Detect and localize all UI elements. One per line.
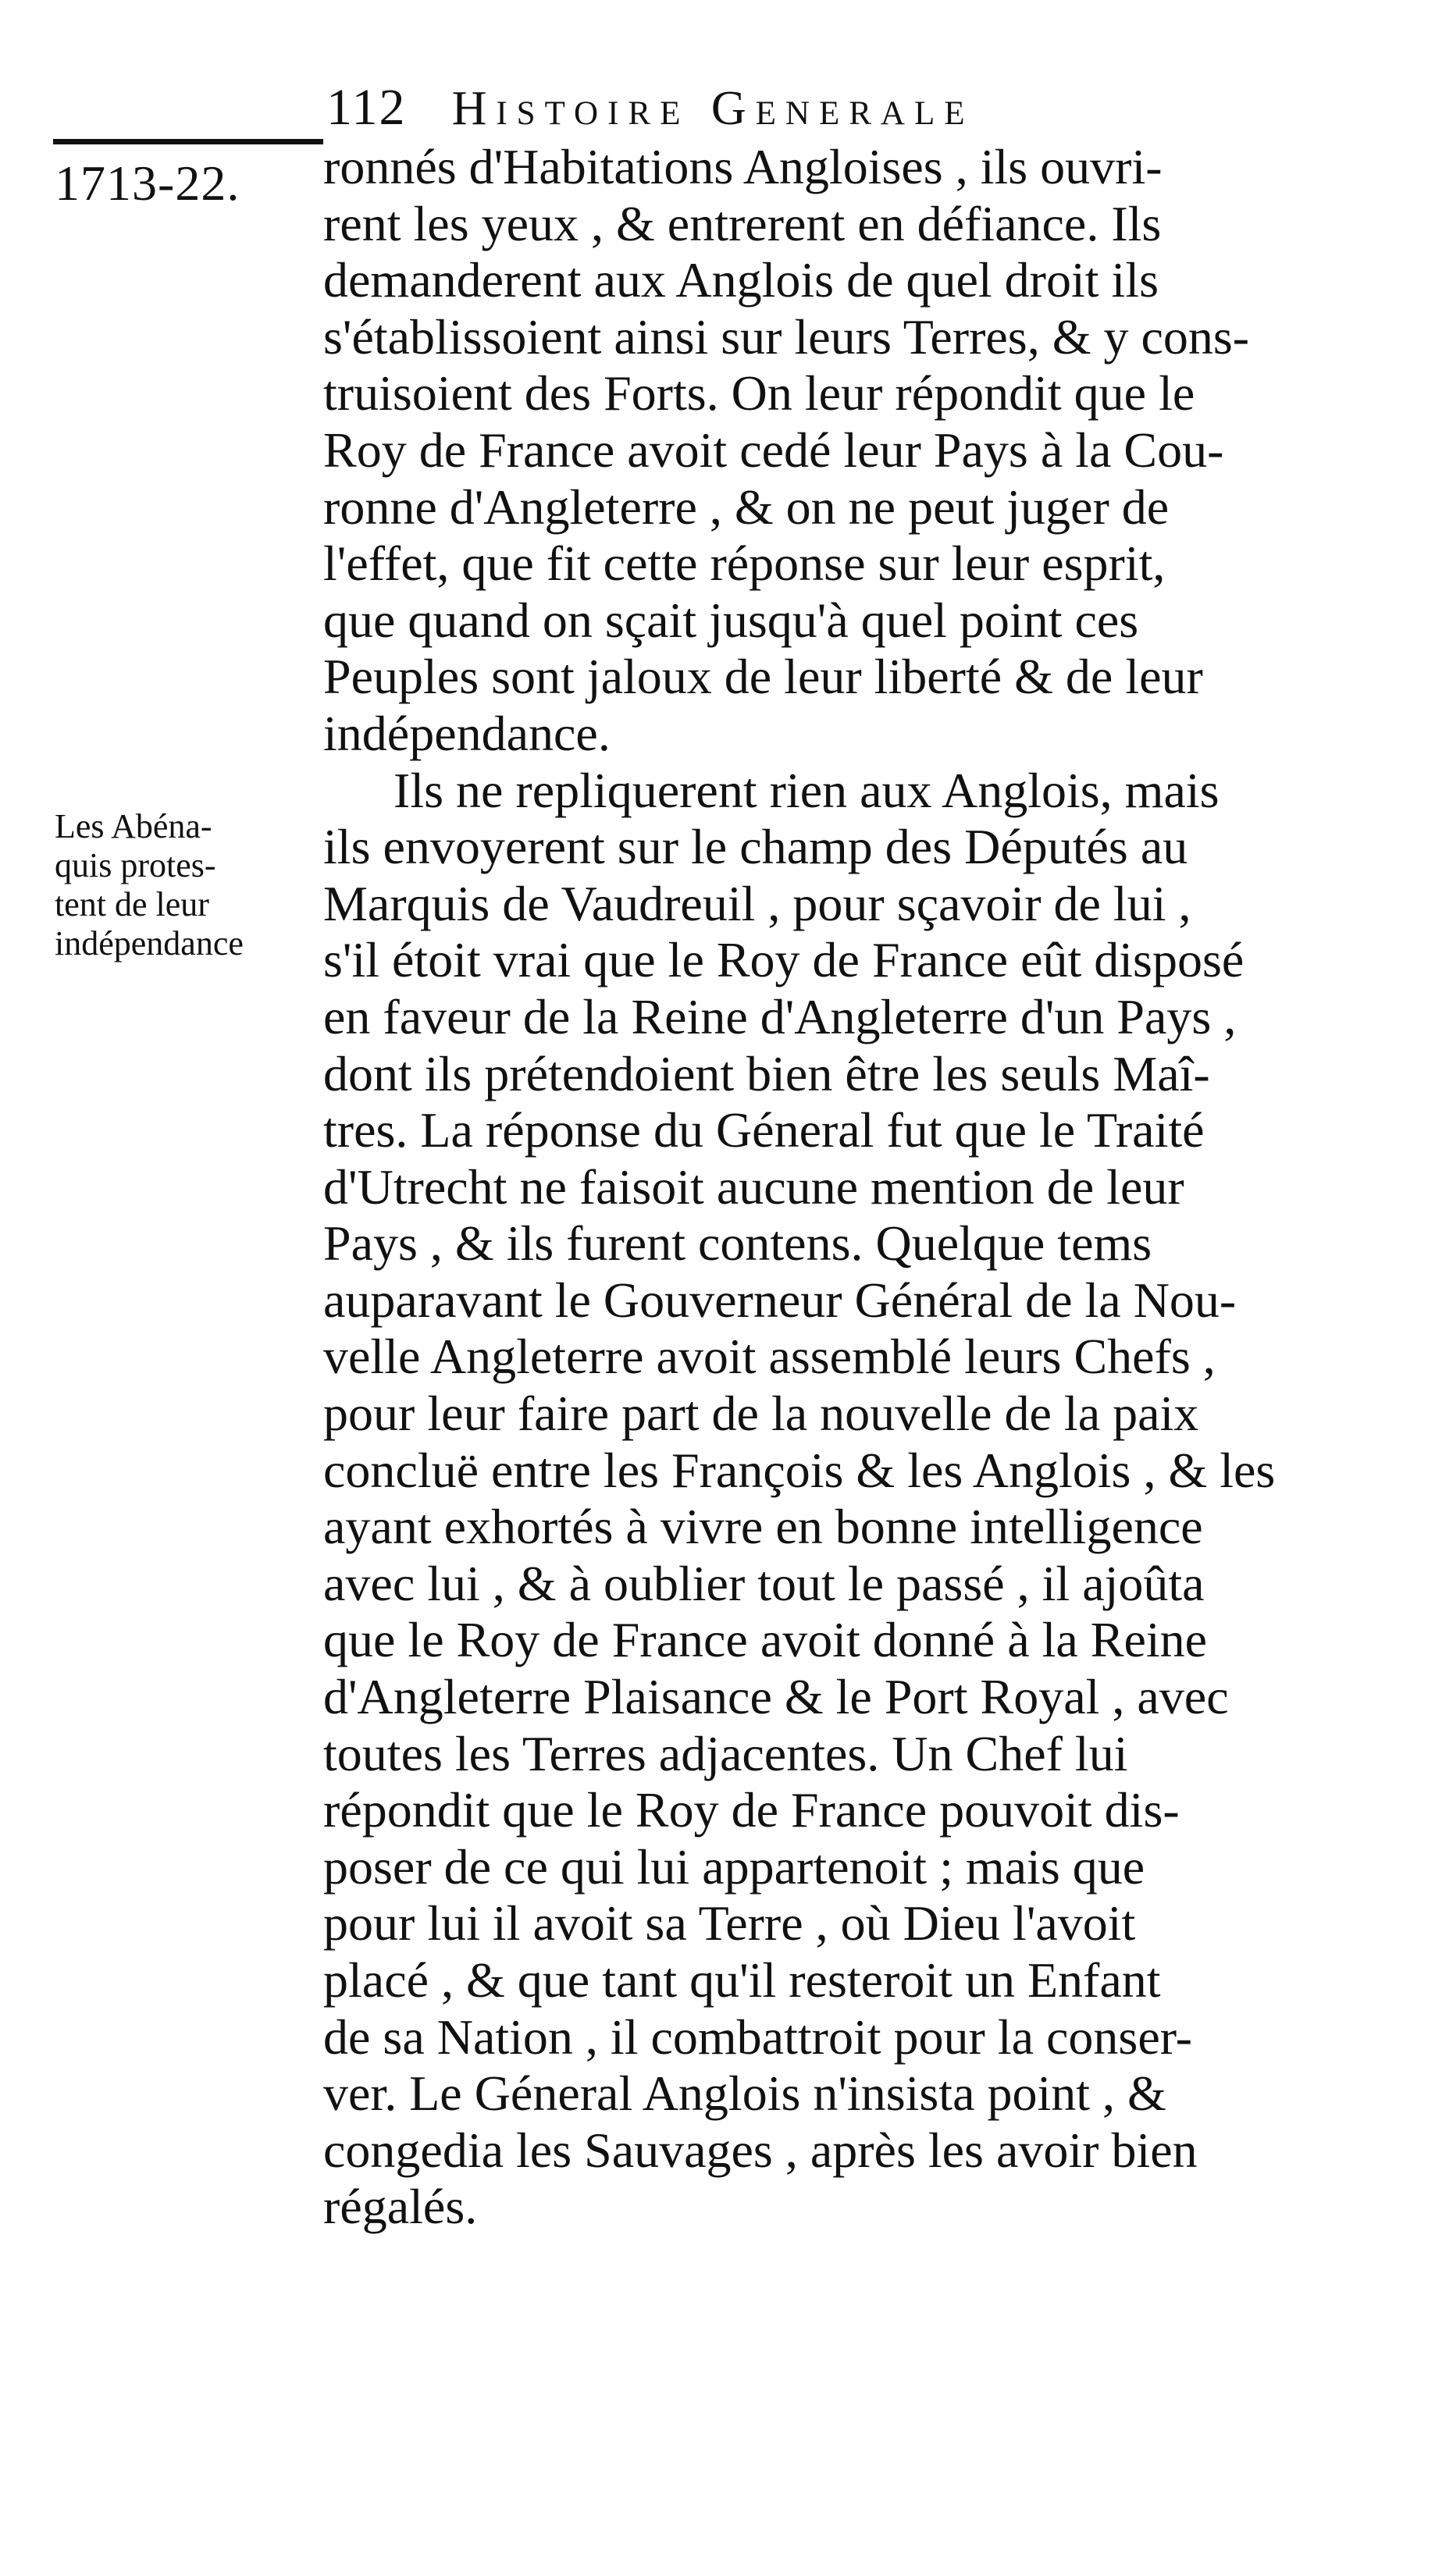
text-line: velle Angleterre avoit assemblé leurs Chefs , <box>323 1329 1216 1385</box>
running-title: Histoire Generale <box>451 82 974 135</box>
text-line: Peuples sont jaloux de leur liberté & de leur <box>323 649 1203 705</box>
text-line: pour lui il avoit sa Terre , où Dieu l'avoit <box>323 1895 1136 1952</box>
margin-note-line: indépendance <box>55 924 244 962</box>
text-line: que le Roy de France avoit donné à la Reine <box>323 1612 1208 1668</box>
text-line: répondit que le Roy de France pouvoit dis- <box>323 1782 1180 1838</box>
text-line: en faveur de la Reine d'Angleterre d'un Pays , <box>323 988 1237 1044</box>
text-line: l'effet, que fit cette réponse sur leur esprit, <box>323 535 1166 592</box>
margin-note-line: Les Abéna- <box>55 807 212 845</box>
margin-year: 1713-22. <box>55 155 240 211</box>
text-line: dont ils prétendoient bien être les seuls Maî- <box>323 1045 1210 1101</box>
running-header <box>326 69 1373 147</box>
text-line: Marquis de Vaudreuil , pour sçavoir de lui , <box>323 875 1191 931</box>
text-line: d'Angleterre Plaisance & le Port Royal , avec <box>323 1669 1229 1725</box>
text-line: avec lui , & à oublier tout le passé , il ajoûta <box>323 1555 1205 1611</box>
text-line: s'il étoit vrai que le Roy de France eût disposé <box>323 932 1244 988</box>
text-line: Roy de France avoit cedé leur Pays à la Cou- <box>323 422 1224 478</box>
text-line: auparavant le Gouverneur Général de la Nou- <box>323 1272 1237 1328</box>
text-line: truisoient des Forts. On leur répondit que le <box>323 365 1195 422</box>
text-line: rent les yeux , & entrerent en défiance. Ils <box>323 195 1162 251</box>
text-line: placé , & que tant qu'il resteroit un Enfant <box>323 1952 1161 2008</box>
text-line: congedia les Sauvages , après les avoir bien <box>323 2122 1198 2178</box>
header-rule <box>53 139 323 144</box>
text-line: indépendance. <box>323 705 611 761</box>
text-line: régalés. <box>323 2179 478 2235</box>
text-line: poser de ce qui lui appartenoit ; mais que <box>323 1838 1145 1895</box>
text-line: d'Utrecht ne faisoit aucune mention de leur <box>323 1158 1184 1215</box>
text-line: ayant exhortés à vivre en bonne intelligence <box>323 1499 1203 1555</box>
text-line: de sa Nation , il combattroit pour la conser- <box>323 2008 1193 2065</box>
paragraph-first-line: Ils ne repliquerent rien aux Anglois, mais <box>393 762 1220 818</box>
text-line: que quand on sçait jusqu'à quel point ces <box>323 592 1139 648</box>
text-line: ronnés d'Habitations Angloises , ils ouvri- <box>323 139 1163 194</box>
page-number: 112 <box>326 79 407 136</box>
text-line: s'établissoient ainsi sur leurs Terres, & y cons- <box>323 308 1250 365</box>
text-line: toutes les Terres adjacentes. Un Chef lui <box>323 1725 1128 1781</box>
text-line: tres. La réponse du Géneral fut que le Traité <box>323 1102 1205 1158</box>
text-line: ronne d'Angleterre , & on ne peut juger de <box>323 479 1170 535</box>
text-line: concluë entre les François & les Anglois , & les <box>323 1442 1276 1498</box>
text-line: Pays , & ils furent contens. Quelque tems <box>323 1215 1152 1272</box>
margin-note-line: tent de leur <box>55 885 209 923</box>
margin-note-line: quis protes- <box>55 846 216 884</box>
text-line: demanderent aux Anglois de quel droit ils <box>323 252 1159 308</box>
text-line: ils envoyerent sur le champ des Députés au <box>323 819 1188 875</box>
text-line: ver. Le Géneral Anglois n'insista point , & <box>323 2065 1166 2122</box>
text-line: pour leur faire part de la nouvelle de la paix <box>323 1386 1199 1442</box>
margin-note <box>55 807 336 963</box>
body-text <box>323 139 1385 2236</box>
